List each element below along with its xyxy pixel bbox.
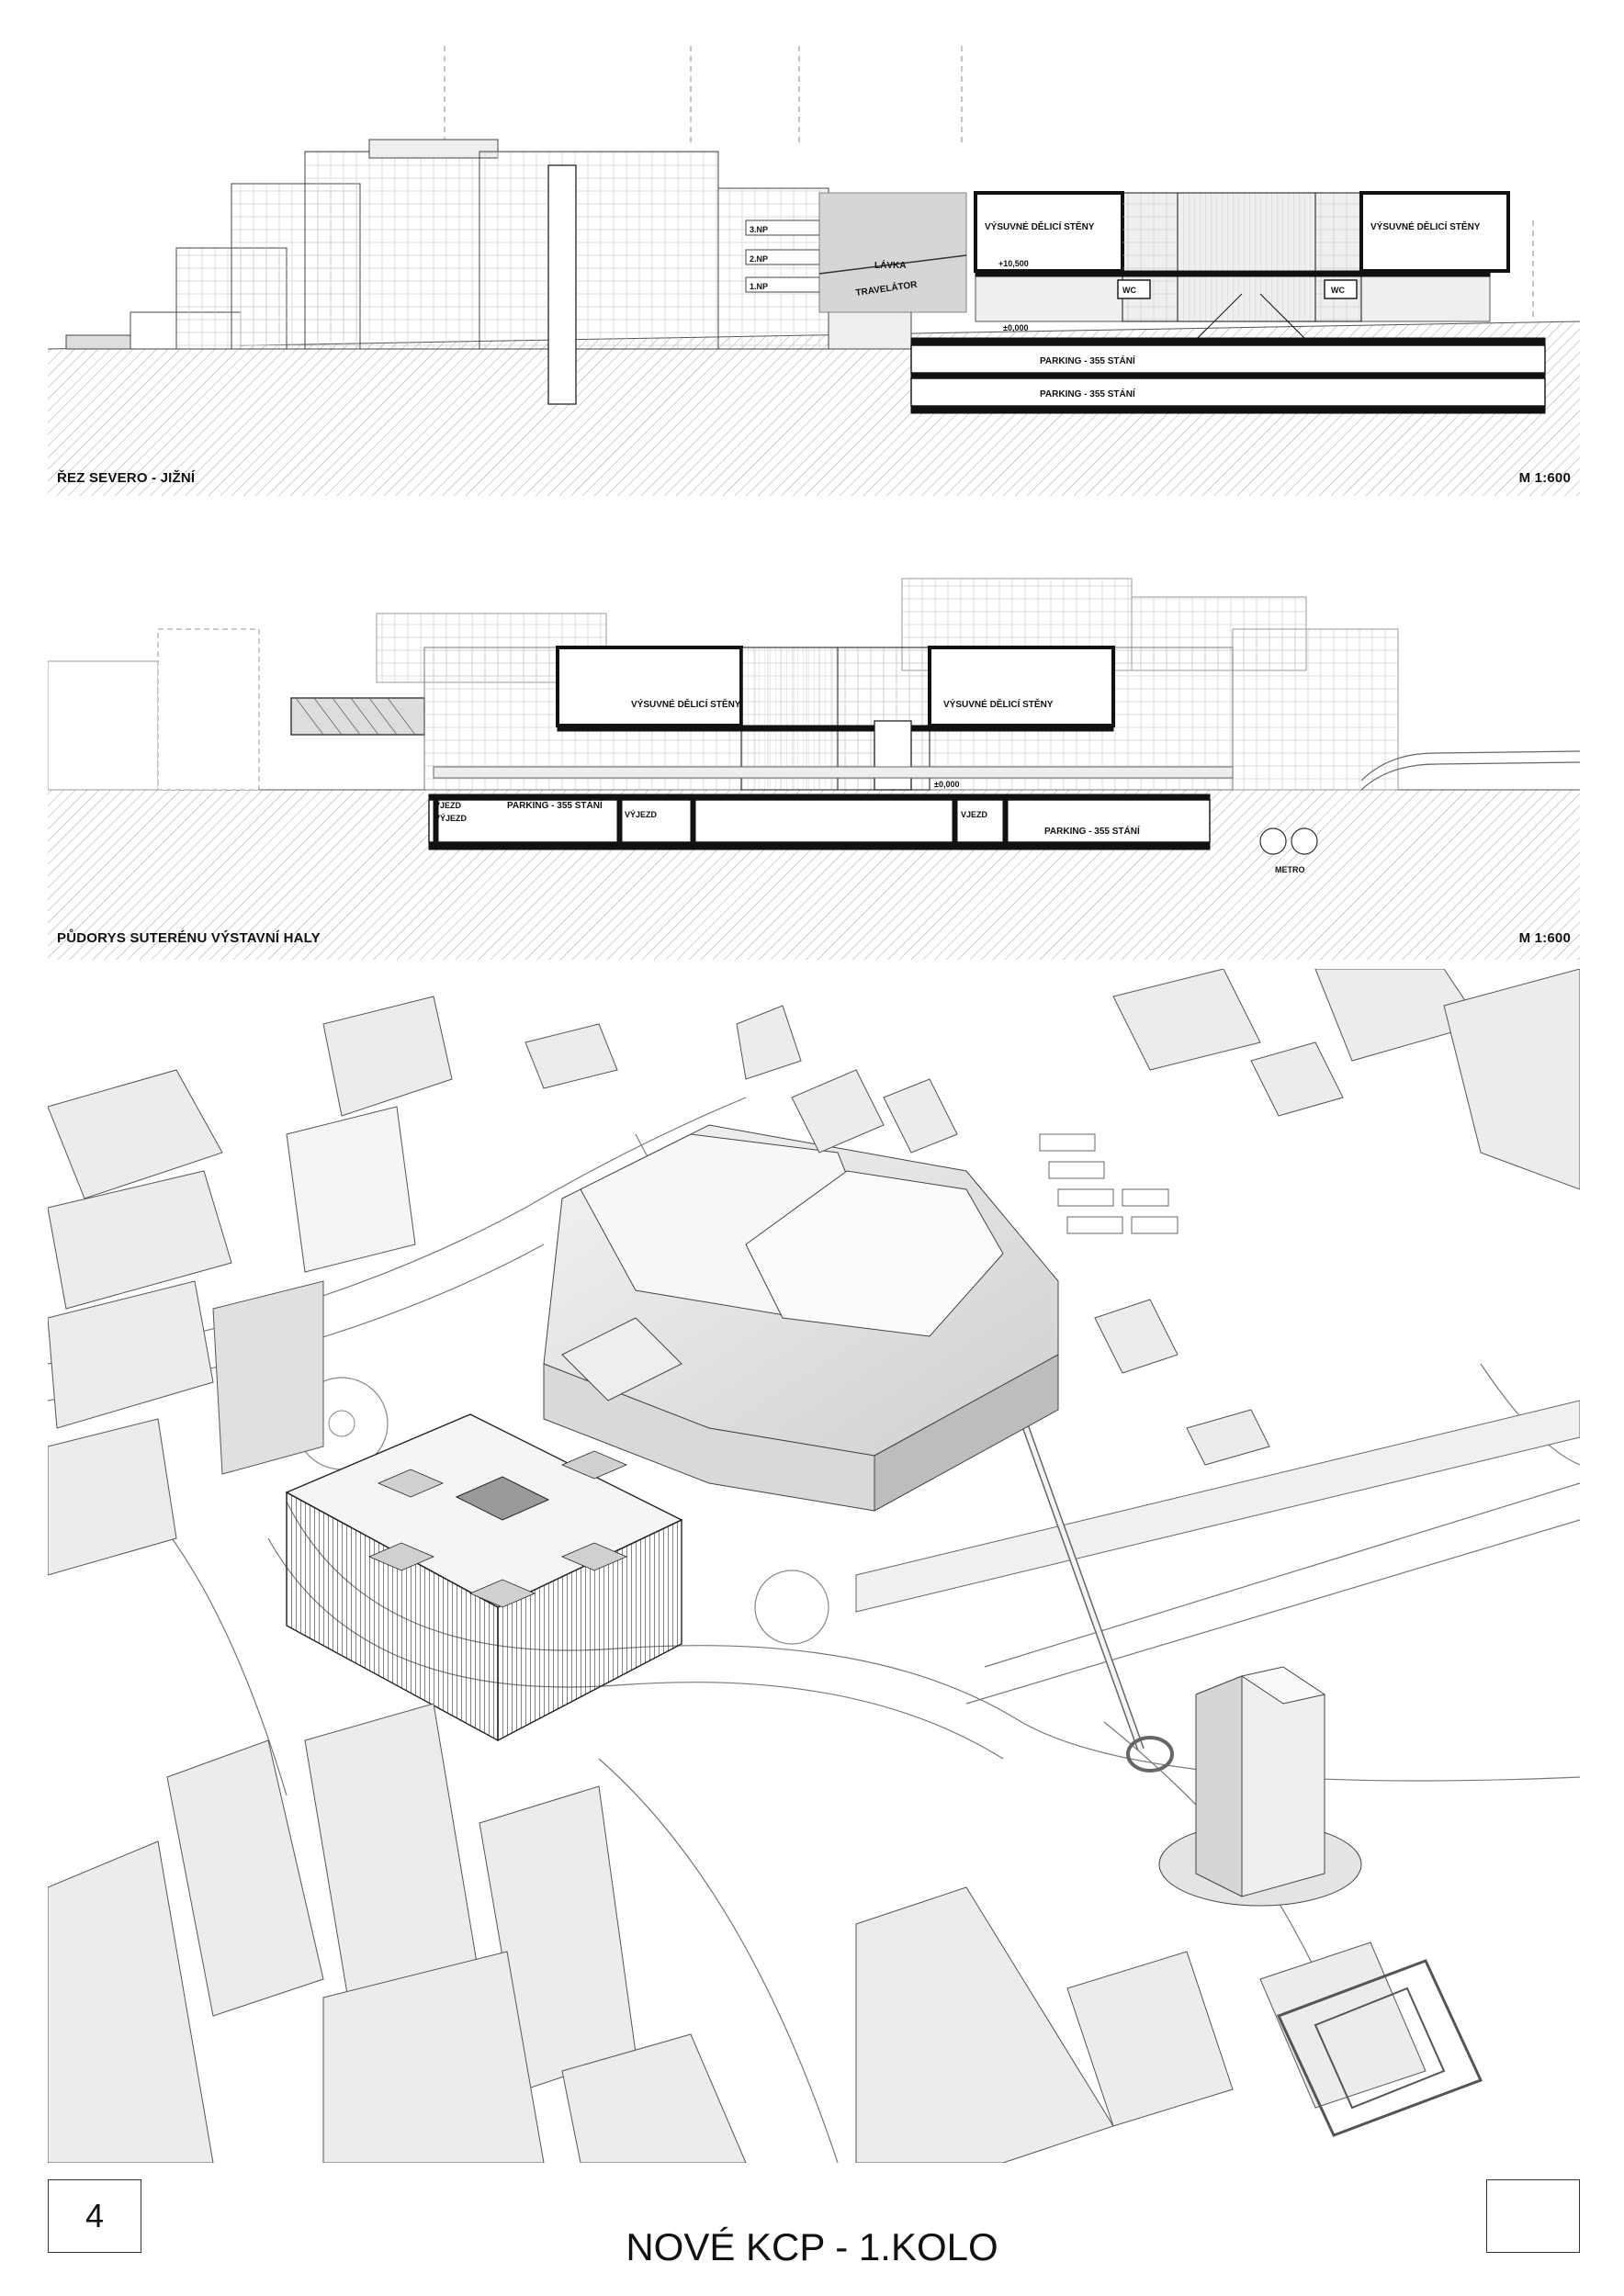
hall-basement-drawing	[48, 560, 1580, 964]
hall-walls-left-label: VÝSUVNÉ DĚLICÍ STĚNY	[631, 700, 741, 710]
page-number: 4	[85, 2197, 105, 2234]
hall-structure	[424, 647, 1233, 850]
bridge-volume	[819, 193, 966, 312]
section-ns-scale: M 1:600	[1518, 470, 1571, 486]
metro-tube-left	[1260, 828, 1286, 854]
hall-walls-right-label: VÝSUVNÉ DĚLICÍ STĚNY	[943, 700, 1054, 710]
floor-3-label: 3.NP	[750, 225, 769, 234]
section-hall-caption: PŮDORYS SUTERÉNU VÝSTAVNÍ HALY	[57, 930, 321, 946]
vjezd-mid-label: VJEZD	[961, 810, 988, 819]
parking-lower-label: PARKING - 355 STÁNÍ	[1040, 389, 1135, 400]
pedestrian-bridge	[291, 698, 424, 735]
vyjezd-mid-label: VÝJEZD	[625, 810, 658, 819]
metro-label: METRO	[1275, 865, 1305, 874]
level-10500-label: +10,500	[998, 259, 1029, 268]
parking-upper-label: PARKING - 355 STÁNÍ	[1040, 356, 1135, 366]
lavka-label: LÁVKA	[874, 261, 907, 271]
walls-right-label: VÝSUVNÉ DĚLICÍ STĚNY	[1370, 222, 1481, 232]
axonometric-drawing	[48, 969, 1580, 2163]
metro-tube-right	[1291, 828, 1317, 854]
hall-basement-section	[48, 560, 1580, 964]
hall-level-0: ±0,000	[934, 780, 960, 789]
wc-right-label: WC	[1331, 286, 1345, 295]
north-south-section-drawing	[48, 37, 1580, 496]
vjezd-left-label: VJEZD	[434, 801, 462, 810]
hall-level-10500: +10,500	[931, 723, 962, 732]
floor-2-label: 2.NP	[750, 254, 769, 264]
axonometric-site-view	[48, 969, 1580, 2163]
walls-left-label: VÝSUVNÉ DĚLICÍ STĚNY	[985, 222, 1095, 232]
section-ns-caption: ŘEZ SEVERO - JIŽNÍ	[57, 470, 196, 486]
section-hall-scale: M 1:600	[1518, 930, 1571, 946]
vyjezd-left-label: VÝJEZD	[434, 814, 468, 823]
north-south-section	[48, 37, 1580, 496]
sheet-title: NOVÉ KCP - 1.KOLO	[626, 2225, 998, 2268]
wc-left-label: WC	[1122, 286, 1136, 295]
parking-right-label: PARKING - 355 STÁNÍ	[1044, 827, 1140, 837]
floor-1-label: 1.NP	[750, 282, 769, 291]
travelator-label: TRAVELÁTOR	[854, 279, 919, 298]
parking-left-label: PARKING - 355 STÁNÍ	[507, 801, 603, 811]
level-0-label: ±0,000	[1003, 323, 1029, 332]
